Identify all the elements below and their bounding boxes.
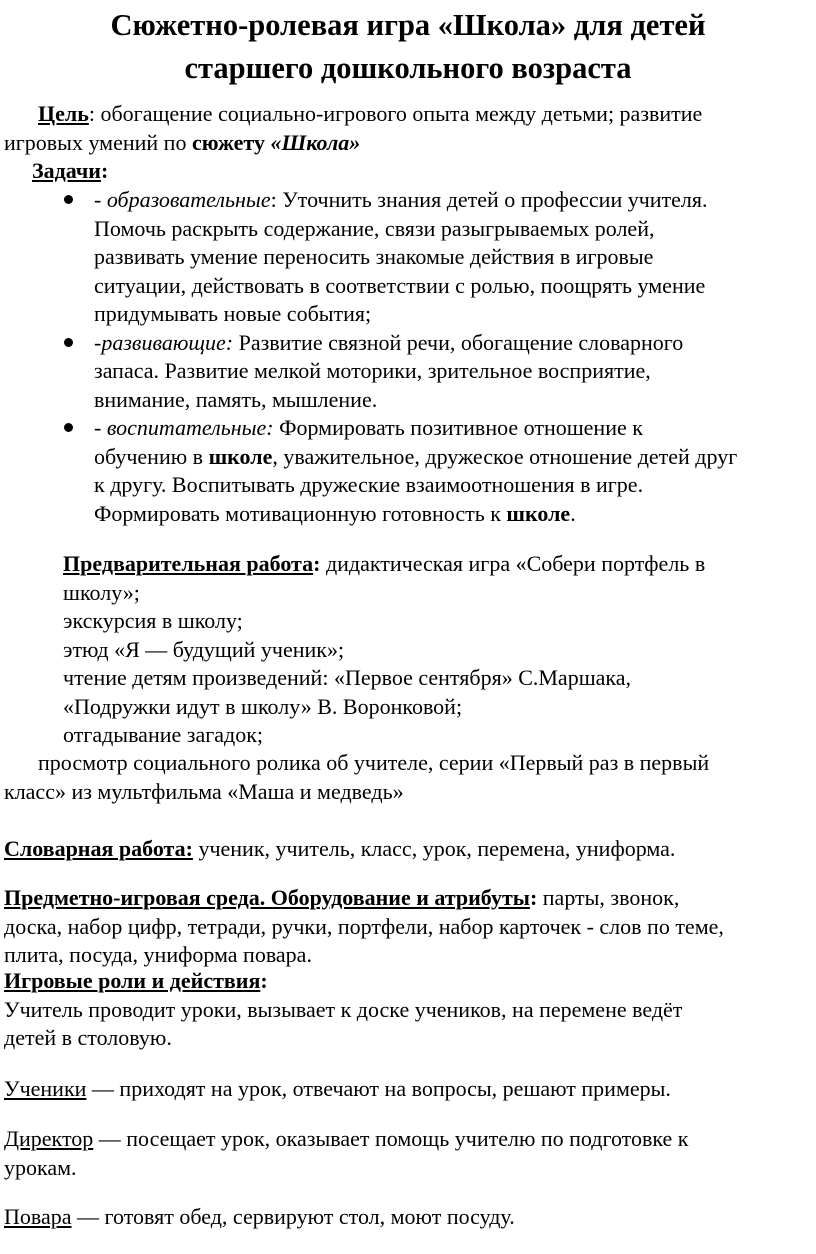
task-kind: развивающие: [101, 329, 234, 355]
role-teacher: Учитель проводит уроки, вызывает к доске учеников, на перемене ведёт [4, 996, 683, 1022]
tasks-list-wrapper [94, 186, 806, 528]
task-item-upbringing: - воспитательные: Формировать позитивное отношение к обучению в школе, уважительное, дружеское отношение детей друг к другу. Воспитывать дружеские взаимоотношения в игре. Формировать мотивационную готовность к школе. [94, 414, 806, 528]
document-title [0, 4, 816, 90]
title-line-1: Сюжетно-ролевая игра «Школа» для детей [110, 8, 706, 42]
bullet-icon [64, 195, 73, 204]
prelim-item: отгадывание загадок; [63, 722, 263, 747]
vocab-section: Словарная работа: ученик, учитель, класс, урок, перемена, униформа. [4, 836, 676, 861]
prelim-item: экскурсия в школу; [63, 608, 243, 633]
prelim-item: этюд «Я — будущий ученик»; [63, 636, 345, 662]
task-kind: воспитательные: [106, 415, 274, 440]
title-line-2: старшего дошкольного возраста [184, 51, 632, 85]
environment-label: Предметно-игровая среда. Оборудование и атрибуты [4, 885, 530, 910]
role-students: Ученики — приходят на урок, отвечают на вопросы, решают примеры. [4, 1076, 671, 1101]
prelim-section [63, 550, 803, 750]
role-director: Директор — посещает урок, оказывает помощь учителю по подготовке к урокам. [4, 1126, 689, 1180]
prelim-item: школу»; [63, 579, 140, 605]
prelim-video: просмотр социального ролика об учителе, серии «Первый раз в первый класс» из мультфильма «Маша и медведь» [4, 750, 710, 804]
bullet-icon [64, 338, 73, 347]
goal-bold-italic: «Школа» [270, 129, 361, 155]
task-kind: образовательные [106, 187, 271, 212]
task-item-developing: -развивающие: Развитие связной речи, обогащение словарного запаса. Развитие мелкой моторики, зрительное восприятие, внимание, память, мышление. [94, 329, 806, 415]
prelim-item: «Подружки идут в школу» В. Воронковой; [63, 693, 463, 719]
role-cooks: Повара — готовят обед, сервируют стол, моют посуду. [4, 1204, 515, 1229]
goal-line-2: игровых умений по сюжету «Школа» [4, 129, 361, 155]
goal-label: Цель [38, 101, 89, 126]
bullet-icon [64, 423, 73, 432]
tasks-list [94, 186, 806, 528]
prelim-label: Предварительная работа [63, 551, 314, 576]
task-item-educational: - образовательные: Уточнить знания детей о профессии учителя. Помочь раскрыть содержание, связи разыгрываемых ролей, развивать умение переносить знакомые действия в игровые ситуации, действовать в соответствии с ролью, поощрять умение придумывать новые события; [94, 186, 806, 329]
goal-bold-word: сюжету [191, 129, 265, 155]
vocab-label: Словарная работа: [4, 836, 193, 861]
environment-section: Предметно-игровая среда. Оборудование и атрибуты: парты, звонок, доска, набор цифр, тетради, ручки, портфели, набор карточек - слов по теме, плита, посуда, униформа повара. [4, 885, 724, 967]
tasks-label: Задачи [32, 158, 101, 183]
roles-label: Игровые роли и действия [4, 968, 261, 993]
goal-text: : обогащение социально-игрового опыта между детьми; развитие [88, 101, 703, 126]
roles-section: Игровые роли и действия: Учитель проводит уроки, вызывает к доске учеников, на перемене ведёт детей в столовую. [4, 967, 810, 1053]
goal-line-1 [4, 100, 804, 129]
prelim-line-1: Предварительная работа: дидактическая игра «Собери портфель в [63, 551, 706, 576]
goal-section [4, 100, 804, 157]
prelim-item: чтение детям произведений: «Первое сентября» С.Маршака, [63, 665, 632, 690]
tasks-heading: Задачи: [32, 158, 109, 183]
